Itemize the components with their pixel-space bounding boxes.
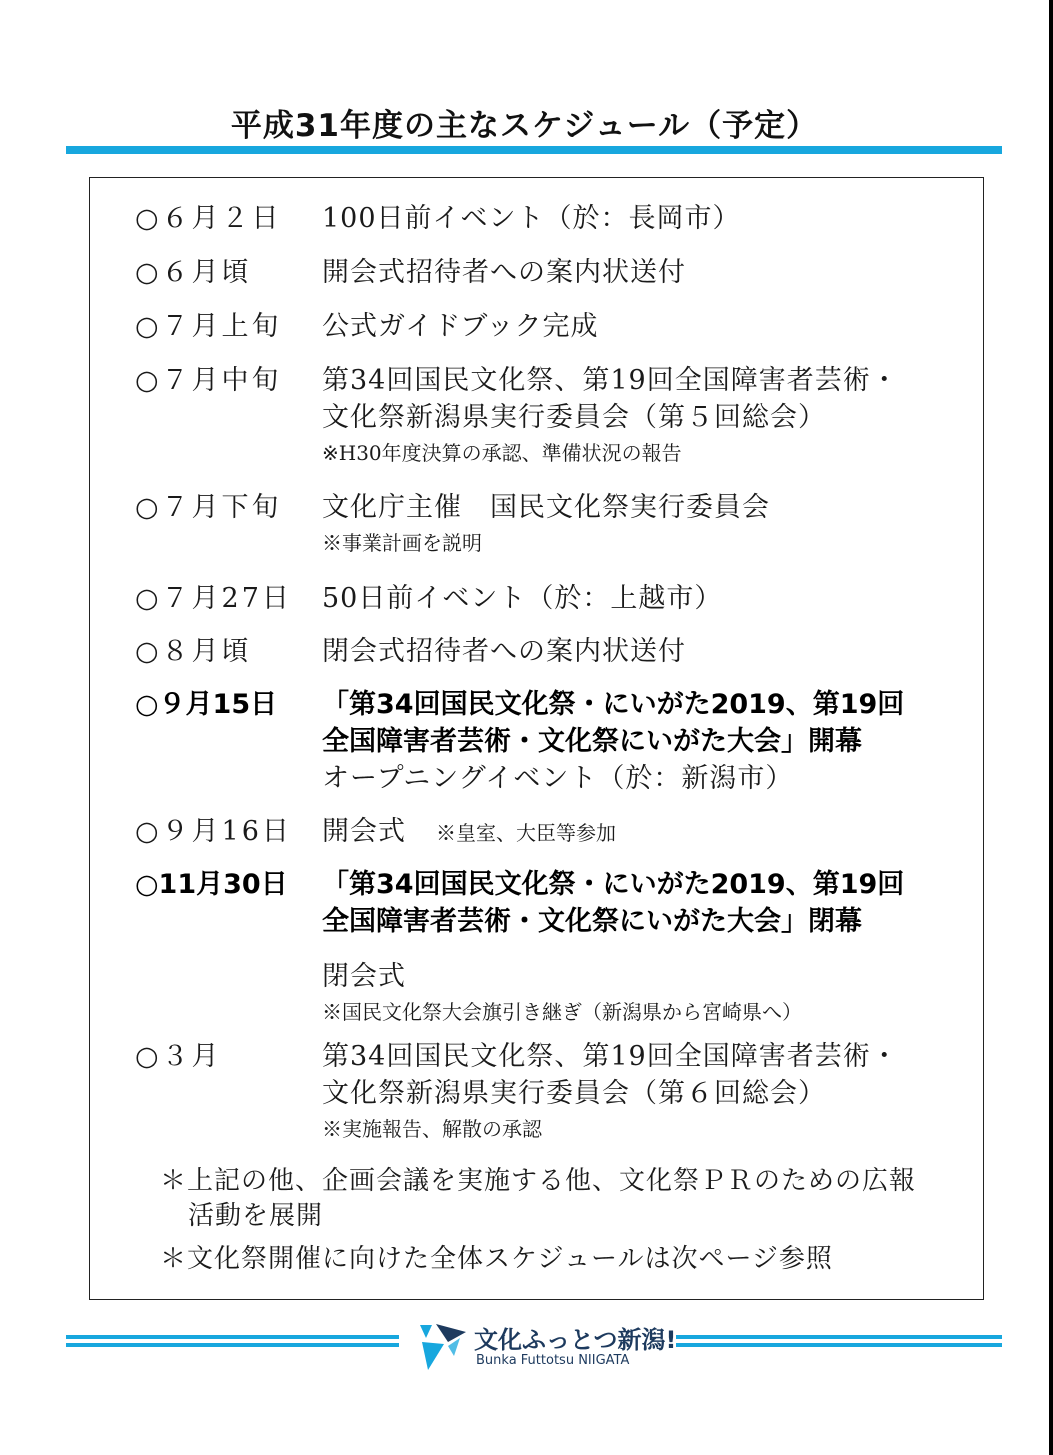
footnote-text: ＊上記の他、企画会議を実施する他、文化祭ＰＲのための広報: [160, 1166, 917, 1196]
footer-line-left-bottom: [66, 1343, 399, 1347]
entry-date: ○７月27日: [135, 583, 292, 614]
title-underline: [66, 146, 1002, 154]
footer-line-left-top: [66, 1335, 399, 1339]
page-title: 平成31年度の主なスケジュール（予定）: [230, 108, 819, 144]
footnote: [160, 1242, 960, 1277]
entry-date: ○９月15日: [135, 689, 278, 720]
entry-text: 公式ガイドブック完成: [322, 311, 599, 342]
logo-text: 文化ふっとつ新潟!: [474, 1326, 677, 1354]
entry-note: ※H30年度決算の承認、準備状況の報告: [322, 441, 682, 465]
entry-date: ○９月16日: [135, 816, 292, 847]
entry-note: ※実施報告、解散の承認: [322, 1117, 542, 1141]
entry-text: 文化祭新潟県実行委員会（第６回総会）: [322, 1078, 826, 1109]
entry-text: 100日前イベント（於：長岡市）: [322, 203, 741, 234]
entry-text: 閉会式招待者への案内状送付: [322, 636, 686, 667]
entry-date: ○７月下旬: [135, 492, 282, 523]
entry-date: ○６月頃: [135, 257, 252, 288]
entry-headline: 「第34回国民文化祭・にいがた2019、第19回: [322, 869, 905, 900]
entry-text: 文化庁主催 国民文化祭実行委員会: [322, 492, 770, 523]
entry-date: ○３月: [135, 1041, 222, 1072]
entry-text: 閉会式: [322, 961, 406, 992]
logo-subtext: Bunka Futtotsu NIIGATA: [476, 1353, 630, 1368]
logo-shard-icon: [420, 1325, 432, 1338]
footnote-text: 活動を展開: [188, 1201, 324, 1231]
logo-shard-icon: [436, 1324, 466, 1342]
entry-text: 50日前イベント（於：上越市）: [322, 583, 723, 614]
entry-headline: 「第34回国民文化祭・にいがた2019、第19回: [322, 689, 905, 720]
entry-text: オープニングイベント（於：新潟市）: [322, 763, 794, 794]
logo-shard-icon: [422, 1342, 444, 1370]
footer-line-right-top: [676, 1335, 1002, 1339]
entry-text: 文化祭新潟県実行委員会（第５回総会）: [322, 402, 826, 433]
entry-date: ○６月２日: [135, 203, 282, 234]
entry-headline: 全国障害者芸術・文化祭にいがた大会」開幕: [322, 726, 862, 757]
footnote: [160, 1164, 960, 1234]
footnote-text: ＊文化祭開催に向けた全体スケジュールは次ページ参照: [160, 1244, 833, 1274]
entry-text: 開会式: [322, 816, 406, 847]
entry-date: ○７月上旬: [135, 311, 282, 342]
entry-text: 第34回国民文化祭、第19回全国障害者芸術・: [322, 365, 899, 396]
entry-text: 開会式招待者への案内状送付: [322, 257, 686, 288]
entry-note: ※国民文化祭大会旗引き継ぎ（新潟県から宮崎県へ）: [322, 1000, 802, 1024]
entry-headline: 全国障害者芸術・文化祭にいがた大会」閉幕: [322, 906, 862, 937]
footer-line-right-bottom: [676, 1343, 1002, 1347]
entry-date: ○８月頃: [135, 636, 252, 667]
entry-date: ○11月30日: [135, 869, 288, 900]
entry-note: ※事業計画を説明: [322, 531, 482, 555]
entry-text: 第34回国民文化祭、第19回全国障害者芸術・: [322, 1041, 899, 1072]
logo-mark-icon: [418, 1322, 468, 1372]
entry-date: ○７月中旬: [135, 365, 282, 396]
entry-note: ※皇室、大臣等参加: [436, 821, 616, 845]
